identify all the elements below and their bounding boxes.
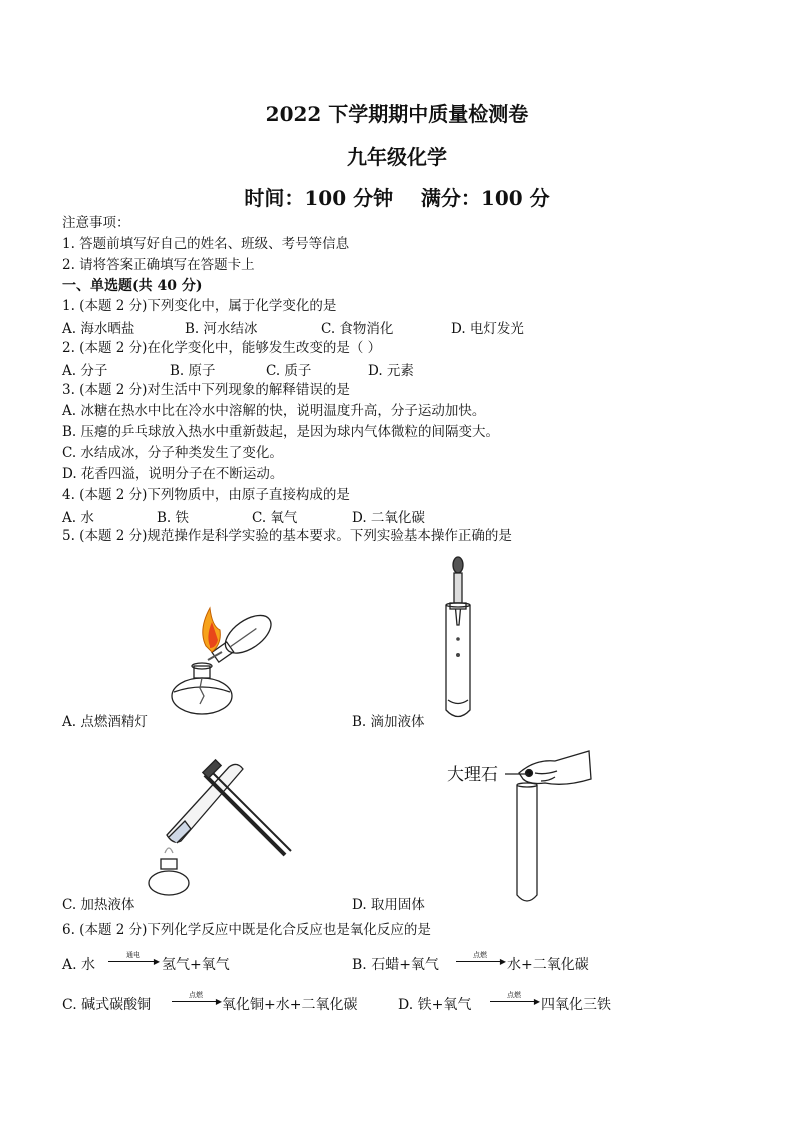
dropper-test-tube-figure xyxy=(438,555,478,725)
reaction-products: 水+二氧化碳 xyxy=(507,957,589,973)
reaction-reactants: 水 xyxy=(81,957,96,973)
reaction-option-d xyxy=(398,994,471,1014)
option-d: D. 二氧化碳 xyxy=(352,510,425,526)
taking-solid-figure xyxy=(505,745,595,905)
option-letter: B. xyxy=(352,957,367,973)
option-letter: C. xyxy=(62,997,77,1013)
option-d: D. 电灯发光 xyxy=(451,321,524,337)
reaction-products: 氢气+氧气 xyxy=(162,957,230,973)
reaction-option-a xyxy=(62,954,95,974)
exam-subtitle: 九年级化学 xyxy=(347,145,447,169)
reaction-arrow-c: 点燃 ▶ xyxy=(172,990,220,1008)
heating-liquid-figure xyxy=(145,745,295,900)
option-a: A. 分子 xyxy=(62,363,108,379)
option-b: B. 河水结冰 xyxy=(185,321,258,337)
option-c: C. 质子 xyxy=(266,363,312,379)
option-c: C. 水结成冰，分子种类发生了变化。 xyxy=(62,445,283,461)
option-d-label: D. 取用固体 xyxy=(352,897,425,913)
reaction-products: 氧化铜+水+二氧化碳 xyxy=(222,997,358,1013)
marble-pointer-line xyxy=(505,772,531,776)
reaction-reactants: 石蜡+氧气 xyxy=(371,957,439,973)
question-stem: 3. (本题 2 分)对生活中下列现象的解释错误的是 xyxy=(62,382,350,398)
notes-item: 1. 答题前填写好自己的姓名、班级、考号等信息 xyxy=(62,236,350,252)
option-c: C. 氧气 xyxy=(252,510,298,526)
reaction-reactants: 碱式碳酸铜 xyxy=(81,997,152,1013)
question-stem: 1. (本题 2 分)下列变化中，属于化学变化的是 xyxy=(62,298,337,314)
question-stem: 6. (本题 2 分)下列化学反应中既是化合反应也是氧化反应的是 xyxy=(62,922,431,938)
option-b: B. 铁 xyxy=(157,510,190,526)
reaction-reactants: 铁+氧气 xyxy=(417,997,472,1013)
option-a: A. 冰糖在热水中比在冷水中溶解的快，说明温度升高，分子运动加快。 xyxy=(62,403,486,419)
reaction-arrow-b: 点燃 ▶ xyxy=(456,950,504,968)
option-c: C. 食物消化 xyxy=(321,321,394,337)
question-stem: 4. (本题 2 分)下列物质中，由原子直接构成的是 xyxy=(62,487,350,503)
reaction-products: 四氧化三铁 xyxy=(541,997,611,1013)
question-stem: 5. (本题 2 分)规范操作是科学实验的基本要求。下列实验基本操作正确的是 xyxy=(62,528,512,544)
section-title: 一、单选题(共 40 分) xyxy=(62,278,203,294)
option-c-label: C. 加热液体 xyxy=(62,897,135,913)
reaction-option-b xyxy=(352,954,439,974)
option-d: D. 元素 xyxy=(368,363,414,379)
option-b: B. 压瘪的乒乓球放入热水中重新鼓起，是因为球内气体微粒的间隔变大。 xyxy=(62,424,500,440)
option-d: D. 花香四溢，说明分子在不断运动。 xyxy=(62,466,284,482)
alcohol-lamp-lighting-figure xyxy=(160,600,290,720)
reaction-condition: 点燃 xyxy=(189,991,203,999)
reaction-arrow-a: 通电 ▶ xyxy=(108,950,158,968)
reaction-option-c xyxy=(62,994,151,1014)
option-b-label: B. 滴加液体 xyxy=(352,714,425,730)
option-letter: A. xyxy=(62,957,77,973)
reaction-condition: 点燃 xyxy=(507,991,521,999)
notes-item: 2. 请将答案正确填写在答题卡上 xyxy=(62,257,255,273)
reaction-arrow-d: 点燃 ▶ xyxy=(490,990,538,1008)
marble-label: 大理石 xyxy=(447,765,498,785)
question-stem: 2. (本题 2 分)在化学变化中，能够发生改变的是（ ） xyxy=(62,340,382,356)
option-b: B. 原子 xyxy=(170,363,216,379)
option-a: A. 水 xyxy=(62,510,94,526)
notes-heading: 注意事项： xyxy=(62,215,130,231)
reaction-condition: 通电 xyxy=(126,951,140,959)
reaction-condition: 点燃 xyxy=(473,951,487,959)
option-a-label: A. 点燃酒精灯 xyxy=(62,714,148,730)
option-a: A. 海水晒盐 xyxy=(62,321,135,337)
exam-time-info: 时间：100 分钟 满分：100 分 xyxy=(244,186,550,210)
option-letter: D. xyxy=(398,997,414,1013)
exam-title: 2022 下学期期中质量检测卷 xyxy=(265,102,529,126)
